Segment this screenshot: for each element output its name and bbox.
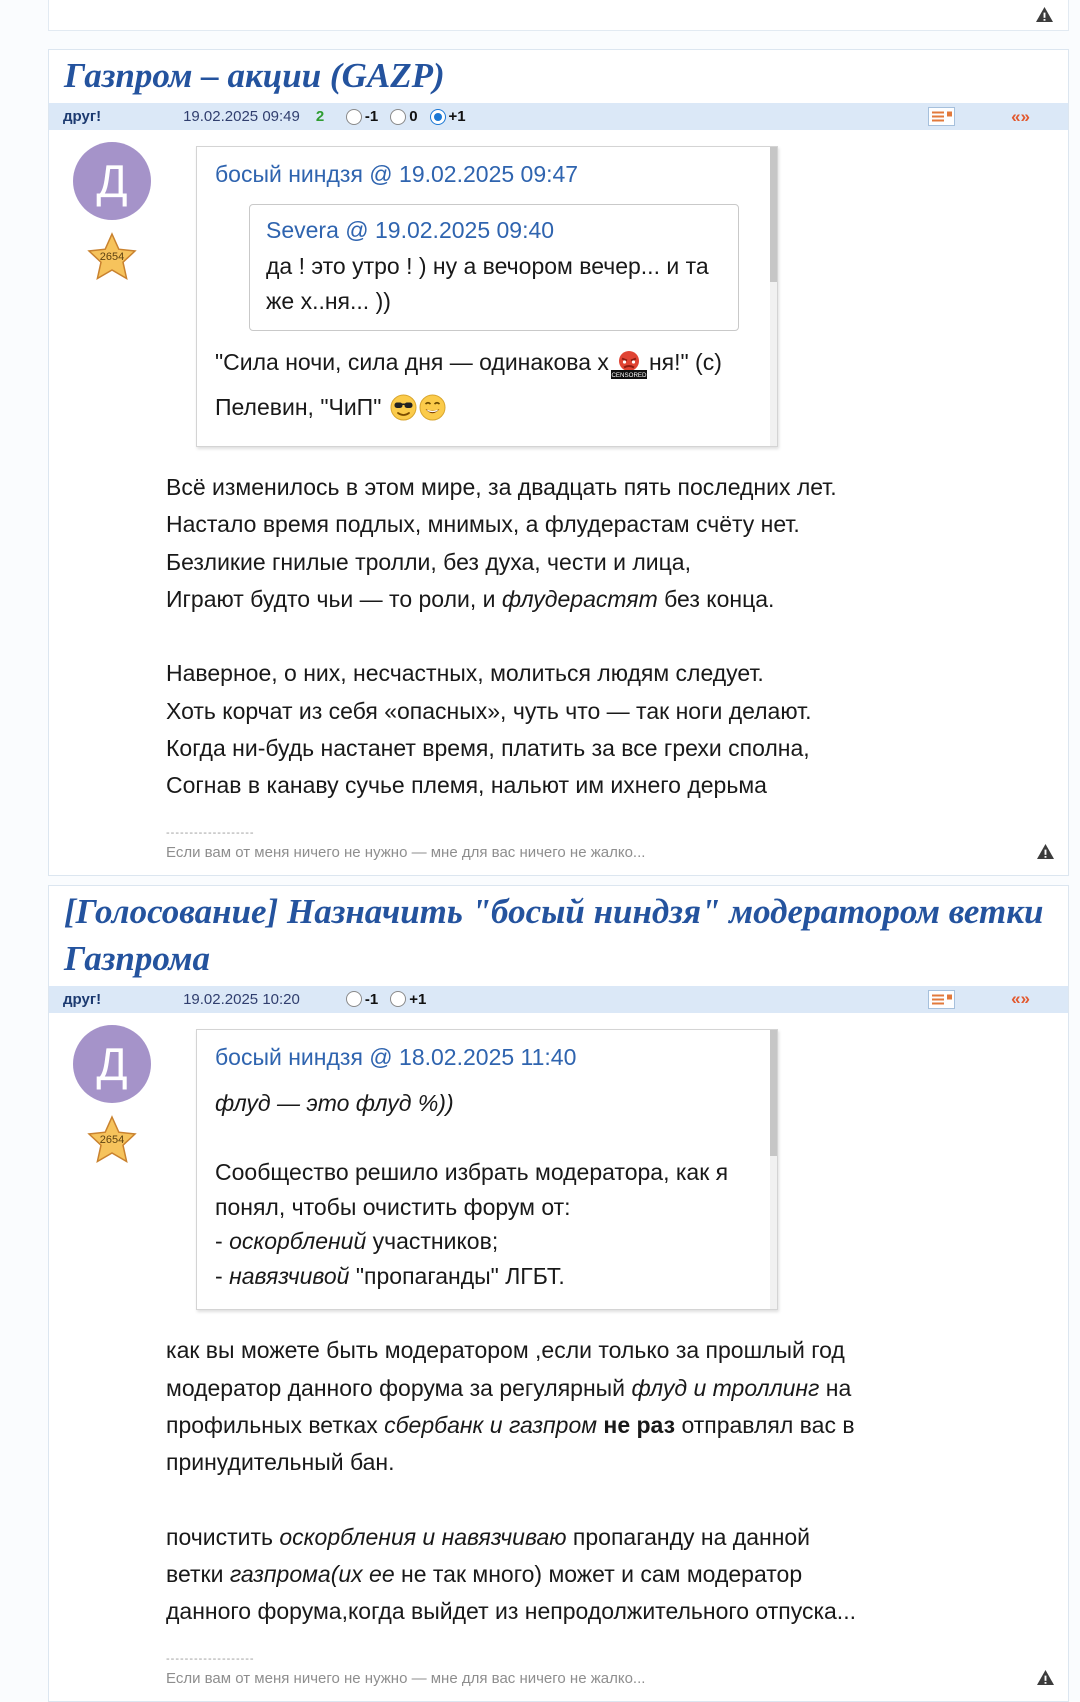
report-warning-icon[interactable] (1036, 1669, 1055, 1691)
bar-right-tools (928, 989, 1054, 1009)
quote-author-link[interactable]: босый ниндзя @ 19.02.2025 09:47 (215, 161, 579, 188)
rating-star-badge (87, 232, 137, 282)
vote-label: +1 (448, 108, 466, 126)
rating-star-badge (87, 1115, 137, 1165)
vote-group (346, 108, 478, 125)
quote-text: "Сила ночи, сила дня — одинакова х CENSORED ня!" (с) Пелевин, "ЧиП" (215, 345, 753, 430)
previous-post-partial (48, 0, 1069, 31)
vote-label: +1 (409, 990, 427, 1008)
nested-quote-text: да ! это утро ! ) ну а вечором вечер... и та же х..ня... )) (266, 253, 709, 314)
cool-smiley-icon (390, 400, 417, 426)
quote-scrollbar-thumb[interactable] (770, 147, 777, 282)
friend-badge[interactable]: друг! (63, 990, 102, 1008)
nested-quote-block (249, 204, 739, 332)
topic-title-link[interactable]: [Голосование] Назначить "босый ниндзя" модератором ветки Газпрома (64, 892, 1044, 978)
view-message-icon[interactable] (928, 107, 955, 126)
vote-radio-plus1[interactable] (430, 109, 446, 125)
post-timestamp: 19.02.2025 09:49 (183, 108, 300, 126)
signature-divider: ------------------- (166, 1653, 255, 1666)
vote-label: -1 (364, 990, 379, 1008)
star-value: 2654 (99, 251, 125, 264)
vote-option-minus1[interactable] (346, 108, 378, 125)
post-header-bar (49, 103, 1068, 130)
friend-badge[interactable]: друг! (63, 108, 102, 126)
post-rating: 2 (315, 108, 325, 126)
vote-radio-minus1[interactable] (346, 991, 362, 1007)
signature (166, 828, 868, 869)
quote-scrollbar[interactable] (770, 147, 777, 446)
quote-block (196, 1029, 778, 1311)
signature (166, 1654, 868, 1695)
signature-text: Если вам от меня ничего не нужно — мне для вас ничего не жалко... (166, 1670, 646, 1688)
post-card (48, 885, 1069, 1702)
star-value: 2654 (99, 1133, 125, 1146)
quote-author-link[interactable]: босый ниндзя @ 18.02.2025 11:40 (215, 1043, 577, 1070)
post-body (49, 1013, 1068, 1702)
post-body (49, 130, 1068, 875)
quote-block (196, 146, 778, 447)
vote-option-minus1[interactable] (346, 991, 378, 1008)
vote-radio-minus1[interactable] (346, 109, 362, 125)
view-message-icon[interactable] (928, 990, 955, 1009)
signature-divider: ------------------- (166, 827, 255, 840)
collapse-quotes-icon[interactable]: «» (1011, 989, 1030, 1009)
svg-text:CENSORED: CENSORED (611, 372, 647, 380)
vote-group (346, 991, 438, 1008)
grin-smiley-icon (419, 400, 446, 426)
vote-radio-zero[interactable] (390, 109, 406, 125)
report-warning-icon[interactable] (1035, 6, 1054, 28)
quote-scrollbar[interactable] (770, 1030, 777, 1310)
nested-quote-author-link[interactable]: Severa @ 19.02.2025 09:40 (266, 216, 555, 243)
quote-text: флуд — это флуд %)) Сообщество решило избрать модератора, как я понял, чтобы очистить форум от: - оскорблений участников; - навязчивой "пропаганды" ЛГБТ. (215, 1090, 729, 1289)
vote-option-zero[interactable] (390, 108, 417, 125)
signature-text: Если вам от меня ничего не нужно — мне для вас ничего не жалко... (166, 844, 646, 862)
vote-radio-plus1[interactable] (390, 991, 406, 1007)
post-text: Всё изменилось в этом мире, за двадцать пять последних лет. Настало время подлых, мнимых, а флудерастам счёту нет. Безликие гнилые тролли, без духа, чести и лица, Играют будто чьи — то роли, и флудерастят без конца. Наверное, о них, несчастных, молиться людям следует. Хоть корчат из себя «опасных», чуть что — так ноги делают. Когда ни-будь настанет время, платить за все грехи сполна, Согнав в канаву сучье племя, нальют им ихнего дерьма (166, 474, 837, 799)
avatar[interactable]: Д (73, 1025, 151, 1103)
quote-scrollbar-thumb[interactable] (770, 1030, 777, 1156)
report-warning-icon[interactable] (1036, 843, 1055, 865)
post-card (48, 49, 1069, 876)
avatar[interactable]: Д (73, 142, 151, 220)
bar-right-tools (928, 107, 1054, 127)
post-timestamp: 19.02.2025 10:20 (183, 990, 300, 1008)
post-text: как вы можете быть модератором ,если только за прошлый год модератор данного форума за регулярный флуд и троллинг на профильных ветках сбербанк и газпром не раз отправлял вас в принудительный бан. почистить оскорбления и навязчиваю пропаганду на данной ветки газпрома(их ее не так много) может и сам модератор данного форума,когда выйдет из непродолжительного отпуска... (166, 1337, 856, 1625)
vote-label: -1 (364, 108, 379, 126)
vote-option-plus1[interactable] (430, 108, 466, 125)
collapse-quotes-icon[interactable]: «» (1011, 106, 1030, 126)
vote-label: 0 (409, 108, 418, 126)
vote-option-plus1[interactable] (390, 991, 426, 1008)
post-header-bar (49, 986, 1068, 1013)
topic-title-link[interactable]: Газпром – акции (GAZP) (64, 56, 445, 95)
censored-emoji-icon (610, 359, 648, 385)
